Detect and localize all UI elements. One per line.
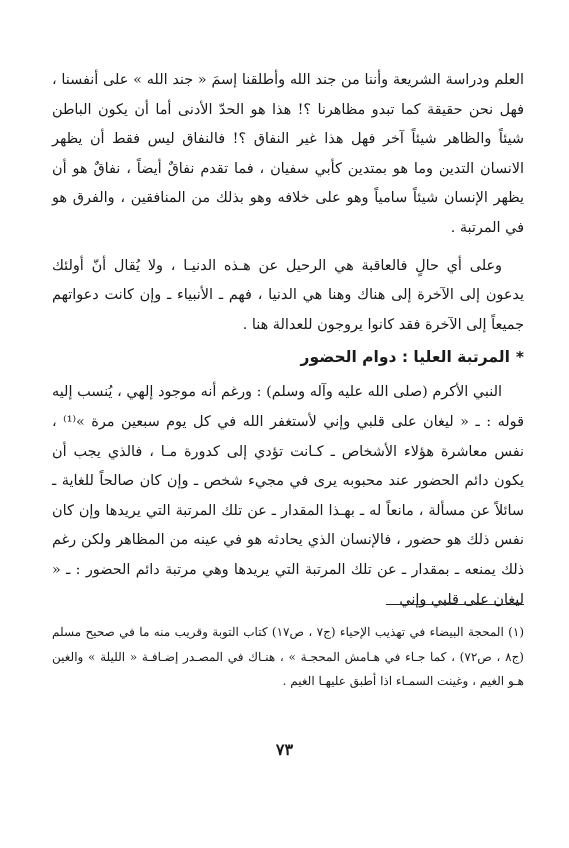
paragraph-3: النبي الأكرم (صلى الله عليه وآله وسلم) : ورغم أنه موجود إلهي ، يُنسب إليه قوله : ـ « ليغان على قلبي وإني لأستغفر الله في كل يوم سبعين مرة »⁽¹⁾ ، نفس معاشرة هؤلاء الأشخاص ـ كـانت تؤدي إلى كدورة مـا ، فالذي يجب أن يكون دائم الحضور عند محبوبه يرى في مجيء شخص ـ وإن كان صالحاً للغاية ـ سائلاً عن مسألة ، مانعاً له ـ بهـذا المقدار ـ عن تلك المرتبة التي يريدها وإن كان نفس ذلك هو حضور ، فالإنسان الذي يحادثه هو في عينه من المظاهر ولكن رغم ذلك يمنعه ـ بمقدار ـ عن تلك المرتبة التي يريدها وهي مرتبة دائم الحضور : ـ « ليغان على قلبي وإني bbox=[52, 384, 524, 608]
section-heading bbox=[52, 342, 524, 372]
page-number: ٧٣ bbox=[275, 740, 294, 759]
heading-star-icon: * bbox=[515, 348, 524, 367]
main-text bbox=[52, 66, 524, 615]
footnote-1: (١) المحجة البيضاء في تهذيب الإحياء (ج٧ ، ص١٧) كتاب التوبة وقريب منه ما في صحيح مسلم (ج٨ ، ص٧٢) ، كما جـاء في هـامش المحجـة » ، هنـاك في المصـدر إضـافـة « الليلة » والغين هـو الغيم ، وغينت السمـاء اذا أطبق عليهـا الغيم . bbox=[52, 625, 524, 688]
footnote-divider bbox=[386, 604, 524, 605]
heading-text: المرتبة العليا : دوام الحضور bbox=[300, 348, 510, 367]
paragraph-2: وعلى أي حالٍ فالعاقبة هي الرحيل عن هـذه الدنيـا ، ولا يُقال أنّ أولئك يدعون إلى الآخرة إلى هناك وهنا هي الدنيا ، فهم ـ الأنبياء ـ وإن كانت دعواتهم جميعاً إلى الآخرة فقد كانوا يروجون للعدالة هنا . bbox=[52, 257, 524, 333]
paragraph-1: العلم ودراسة الشريعة وأننا من جند الله وأطلقنا إسمَ « جند الله » على أنفسنا ، فهل نحن حقيقة كما تبدو مظاهرنا ؟! هذا هو الحدّ الأدنى أما أن يكون الباطن شيئاً والظاهر شيئاً آخر فهل هذا غير النفاق ؟! فالنفاق ليس فقط أن يظهر الانسان التدين وما هو بمتدين كأبي سفيان ، فما تقدم نفاقٌ أيضاً ، نفاقٌ هو أن يظهر الإنسان شيئاً سامياً وهو على خلافه وهو بذلك من المنافقين ، والفرق هو في المرتبة . bbox=[52, 72, 524, 236]
footnotes bbox=[52, 620, 524, 694]
